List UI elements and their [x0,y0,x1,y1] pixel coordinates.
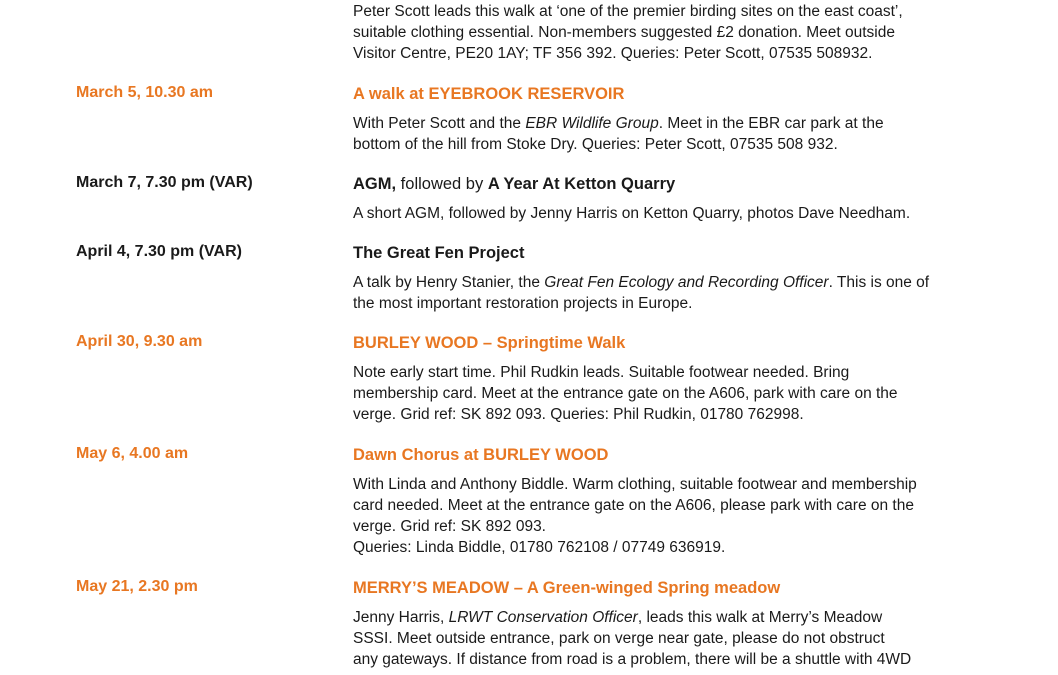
description-line: the most important restoration projects in Europe. [353,295,693,312]
event-date: April 30, 9.30 am [76,333,203,350]
event-title: The Great Fen Project [353,244,525,262]
event-title: BURLEY WOOD – Springtime Walk [353,334,626,352]
event-date: May 6, 4.00 am [76,445,189,462]
event-date: March 7, 7.30 pm (VAR) [76,174,253,191]
description-line: suitable clothing essential. Non-members suggested £2 donation. Meet outside [353,24,895,41]
description-line: Visitor Centre, PE20 1AY; TF 356 392. Queries: Peter Scott, 07535 508932. [353,45,873,62]
event-description [353,113,1003,155]
description-line: verge. Grid ref: SK 892 093. [353,518,546,535]
description-line: verge. Grid ref: SK 892 093. Queries: Phil Rudkin, 01780 762998. [353,406,804,423]
event-title: A walk at EYEBROOK RESERVOIR [353,85,625,103]
event-title: Dawn Chorus at BURLEY WOOD [353,446,609,464]
event-date: April 4, 7.30 pm (VAR) [76,243,242,260]
description-line: membership card. Meet at the entrance gate on the A606, park with care on the [353,385,898,402]
event-description [353,1,1003,64]
description-line: Note early start time. Phil Rudkin leads. Suitable footwear needed. Bring [353,364,850,381]
description-line: With Linda and Anthony Biddle. Warm clothing, suitable footwear and membership [353,476,917,493]
description-line: A short AGM, followed by Jenny Harris on Ketton Quarry, photos Dave Needham. [353,205,911,222]
description-line: any gateways. If distance from road is a problem, there will be a shuttle with 4WD [353,651,912,668]
description-line: bottom of the hill from Stoke Dry. Queries: Peter Scott, 07535 508 932. [353,136,838,153]
event-description [353,362,1003,425]
event-date: May 21, 2.30 pm [76,578,198,595]
description-line: Jenny Harris, LRWT Conservation Officer, leads this walk at Merry’s Meadow [353,609,883,626]
event-description [353,474,1003,558]
description-line: SSSI. Meet outside entrance, park on verge near gate, please do not obstruct [353,630,885,647]
event-description [353,607,1003,670]
description-line: A talk by Henry Stanier, the Great Fen Ecology and Recording Officer. This is one of [353,274,930,291]
event-title: AGM, followed by A Year At Ketton Quarry [353,175,676,193]
event-title: MERRY’S MEADOW – A Green-winged Spring meadow [353,579,781,597]
description-line: With Peter Scott and the EBR Wildlife Group. Meet in the EBR car park at the [353,115,884,132]
event-date: March 5, 10.30 am [76,84,213,101]
description-line: Queries: Linda Biddle, 01780 762108 / 07749 636919. [353,539,726,556]
description-line: card needed. Meet at the entrance gate on the A606, please park with care on the [353,497,914,514]
description-line: Peter Scott leads this walk at ‘one of the premier birding sites on the east coast’, [353,3,903,20]
event-description [353,272,1003,314]
event-description [353,203,1003,224]
